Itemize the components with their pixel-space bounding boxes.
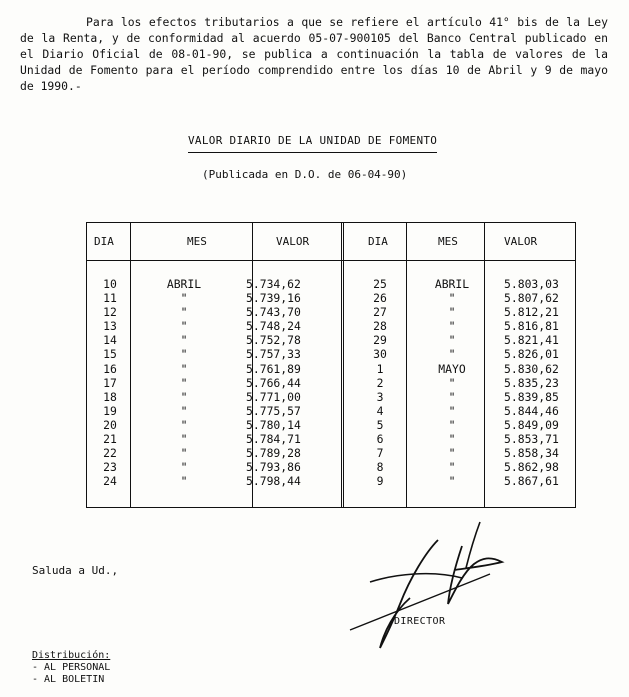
table-cell-valor: 5.784,71 <box>246 432 301 447</box>
table-cell-valor: 5.739,16 <box>246 291 301 306</box>
director-title: DIRECTOR <box>394 616 446 627</box>
table-cell-dia: 12 <box>103 305 117 320</box>
table-cell-dia: 22 <box>103 446 117 461</box>
table-cell-dia: 7 <box>376 446 384 461</box>
right-dia-column <box>366 277 394 488</box>
table-cell-dia: 15 <box>103 347 117 362</box>
table-cell-dia: 6 <box>376 432 384 447</box>
table-cell-dia: 10 <box>103 277 117 291</box>
table-cell-mes: " <box>448 319 456 334</box>
table-cell-mes: " <box>448 291 456 306</box>
header-mes-left: MES <box>187 235 207 248</box>
table-cell-valor: 5.862,98 <box>504 460 559 475</box>
table-cell-mes: " <box>180 347 188 362</box>
table-cell-dia: 3 <box>376 389 384 404</box>
table-cell-mes: " <box>180 417 188 432</box>
table-subtitle: (Publicada en D.O. de 06-04-90) <box>202 168 408 181</box>
table-cell-valor: 5.743,70 <box>246 305 301 320</box>
table-cell-mes: " <box>180 446 188 461</box>
table-cell-mes: ABRIL <box>166 277 202 291</box>
table-cell-mes: " <box>448 333 456 348</box>
uf-values-table <box>86 222 576 508</box>
table-cell-valor: 5.752,78 <box>246 333 301 348</box>
table-cell-mes: " <box>180 460 188 475</box>
table-cell-mes: " <box>180 375 188 390</box>
distribution-label: Distribución: <box>32 650 111 661</box>
table-cell-valor: 5.803,03 <box>504 277 559 291</box>
table-cell-valor: 5.835,23 <box>504 375 559 390</box>
table-cell-dia: 11 <box>103 291 117 306</box>
table-cell-mes: " <box>448 389 456 404</box>
column-divider <box>484 222 485 508</box>
table-cell-valor: 5.775,57 <box>246 403 301 418</box>
left-dia-column <box>96 277 124 488</box>
table-cell-valor: 5.812,21 <box>504 305 559 320</box>
table-cell-valor: 5.858,34 <box>504 446 559 461</box>
distribution-item: - AL BOLETIN <box>32 674 105 685</box>
table-cell-valor: 5.830,62 <box>504 361 559 376</box>
right-valor-column <box>504 277 574 488</box>
table-cell-dia: 16 <box>103 361 117 376</box>
header-valor-left: VALOR <box>276 235 310 248</box>
table-cell-valor: 5.748,24 <box>246 319 301 334</box>
table-cell-valor: 5.839,85 <box>504 389 559 404</box>
table-cell-valor: 5.793,86 <box>246 460 301 475</box>
table-cell-dia: 28 <box>373 319 387 334</box>
table-cell-mes: " <box>448 460 456 475</box>
header-valor-right: VALOR <box>504 235 538 248</box>
table-cell-mes: " <box>448 446 456 461</box>
handwritten-signature <box>340 512 530 662</box>
header-separator <box>86 260 576 261</box>
table-cell-mes: " <box>180 319 188 334</box>
column-divider <box>130 222 131 508</box>
table-cell-valor: 5.761,89 <box>246 361 301 376</box>
table-cell-dia: 27 <box>373 305 387 320</box>
table-cell-valor: 5.771,00 <box>246 389 301 404</box>
table-cell-dia: 18 <box>103 389 117 404</box>
table-cell-mes: " <box>180 432 188 447</box>
table-cell-dia: 9 <box>376 474 384 489</box>
left-mes-column <box>156 277 212 488</box>
intro-paragraph: Para los efectos tributarios a que se refiere el artículo 41° bis de la Ley de la Renta, y de conformidad al acuerdo 05-07-900105 del Banco Central publicado en el Diario Oficial de 08-01-90, se publica a continuación la tabla de valores de la Unidad de Fomento para el período comprendido entre los días 10 de Abril y 9 de mayo de 1990.- <box>20 15 608 93</box>
table-cell-mes: ABRIL <box>434 277 470 291</box>
table-cell-valor: 5.867,61 <box>504 474 559 489</box>
table-cell-dia: 26 <box>373 291 387 306</box>
table-cell-mes: " <box>180 305 188 320</box>
table-cell-valor: 5.853,71 <box>504 432 559 447</box>
closing-text: Saluda a Ud., <box>32 564 119 577</box>
column-divider <box>406 222 407 508</box>
header-dia-left: DIA <box>94 235 114 248</box>
table-cell-valor: 5.780,14 <box>246 417 301 432</box>
table-cell-valor: 5.798,44 <box>246 474 301 489</box>
table-cell-dia: 29 <box>373 333 387 348</box>
table-cell-dia: 30 <box>373 347 387 362</box>
table-cell-valor: 5.807,62 <box>504 291 559 306</box>
table-cell-dia: 23 <box>103 460 117 475</box>
table-cell-dia: 24 <box>103 474 117 489</box>
table-title: VALOR DIARIO DE LA UNIDAD DE FOMENTO <box>188 134 437 153</box>
table-cell-valor: 5.766,44 <box>246 375 301 390</box>
left-valor-column <box>246 277 326 488</box>
table-cell-valor: 5.821,41 <box>504 333 559 348</box>
table-cell-dia: 14 <box>103 333 117 348</box>
table-cell-mes: MAYO <box>438 361 466 376</box>
table-cell-valor: 5.844,46 <box>504 403 559 418</box>
header-dia-right: DIA <box>368 235 388 248</box>
table-cell-mes: " <box>180 291 188 306</box>
table-cell-dia: 13 <box>103 319 117 334</box>
table-cell-valor: 5.849,09 <box>504 417 559 432</box>
table-cell-valor: 5.734,62 <box>246 277 301 291</box>
table-cell-valor: 5.826,01 <box>504 347 559 362</box>
table-cell-mes: " <box>448 375 456 390</box>
table-cell-dia: 1 <box>376 361 384 376</box>
table-cell-mes: " <box>180 474 188 489</box>
table-cell-mes: " <box>180 403 188 418</box>
distribution-item: - AL PERSONAL <box>32 662 111 673</box>
table-cell-mes: " <box>448 305 456 320</box>
table-cell-dia: 21 <box>103 432 117 447</box>
table-cell-dia: 17 <box>103 375 117 390</box>
table-cell-mes: " <box>180 333 188 348</box>
right-mes-column <box>424 277 480 488</box>
table-cell-mes: " <box>180 389 188 404</box>
table-cell-valor: 5.789,28 <box>246 446 301 461</box>
table-center-divider <box>341 222 344 508</box>
table-cell-mes: " <box>448 417 456 432</box>
table-cell-dia: 5 <box>376 417 384 432</box>
table-cell-mes: " <box>448 432 456 447</box>
table-cell-mes: " <box>448 474 456 489</box>
header-mes-right: MES <box>438 235 458 248</box>
table-cell-mes: " <box>448 403 456 418</box>
table-cell-valor: 5.816,81 <box>504 319 559 334</box>
table-cell-mes: " <box>180 361 188 376</box>
table-cell-dia: 20 <box>103 417 117 432</box>
table-cell-valor: 5.757,33 <box>246 347 301 362</box>
table-cell-dia: 25 <box>373 277 387 291</box>
distribution-block <box>32 650 110 686</box>
table-cell-dia: 19 <box>103 403 117 418</box>
table-cell-dia: 2 <box>376 375 384 390</box>
table-cell-dia: 4 <box>376 403 384 418</box>
table-cell-mes: " <box>448 347 456 362</box>
table-cell-dia: 8 <box>376 460 384 475</box>
